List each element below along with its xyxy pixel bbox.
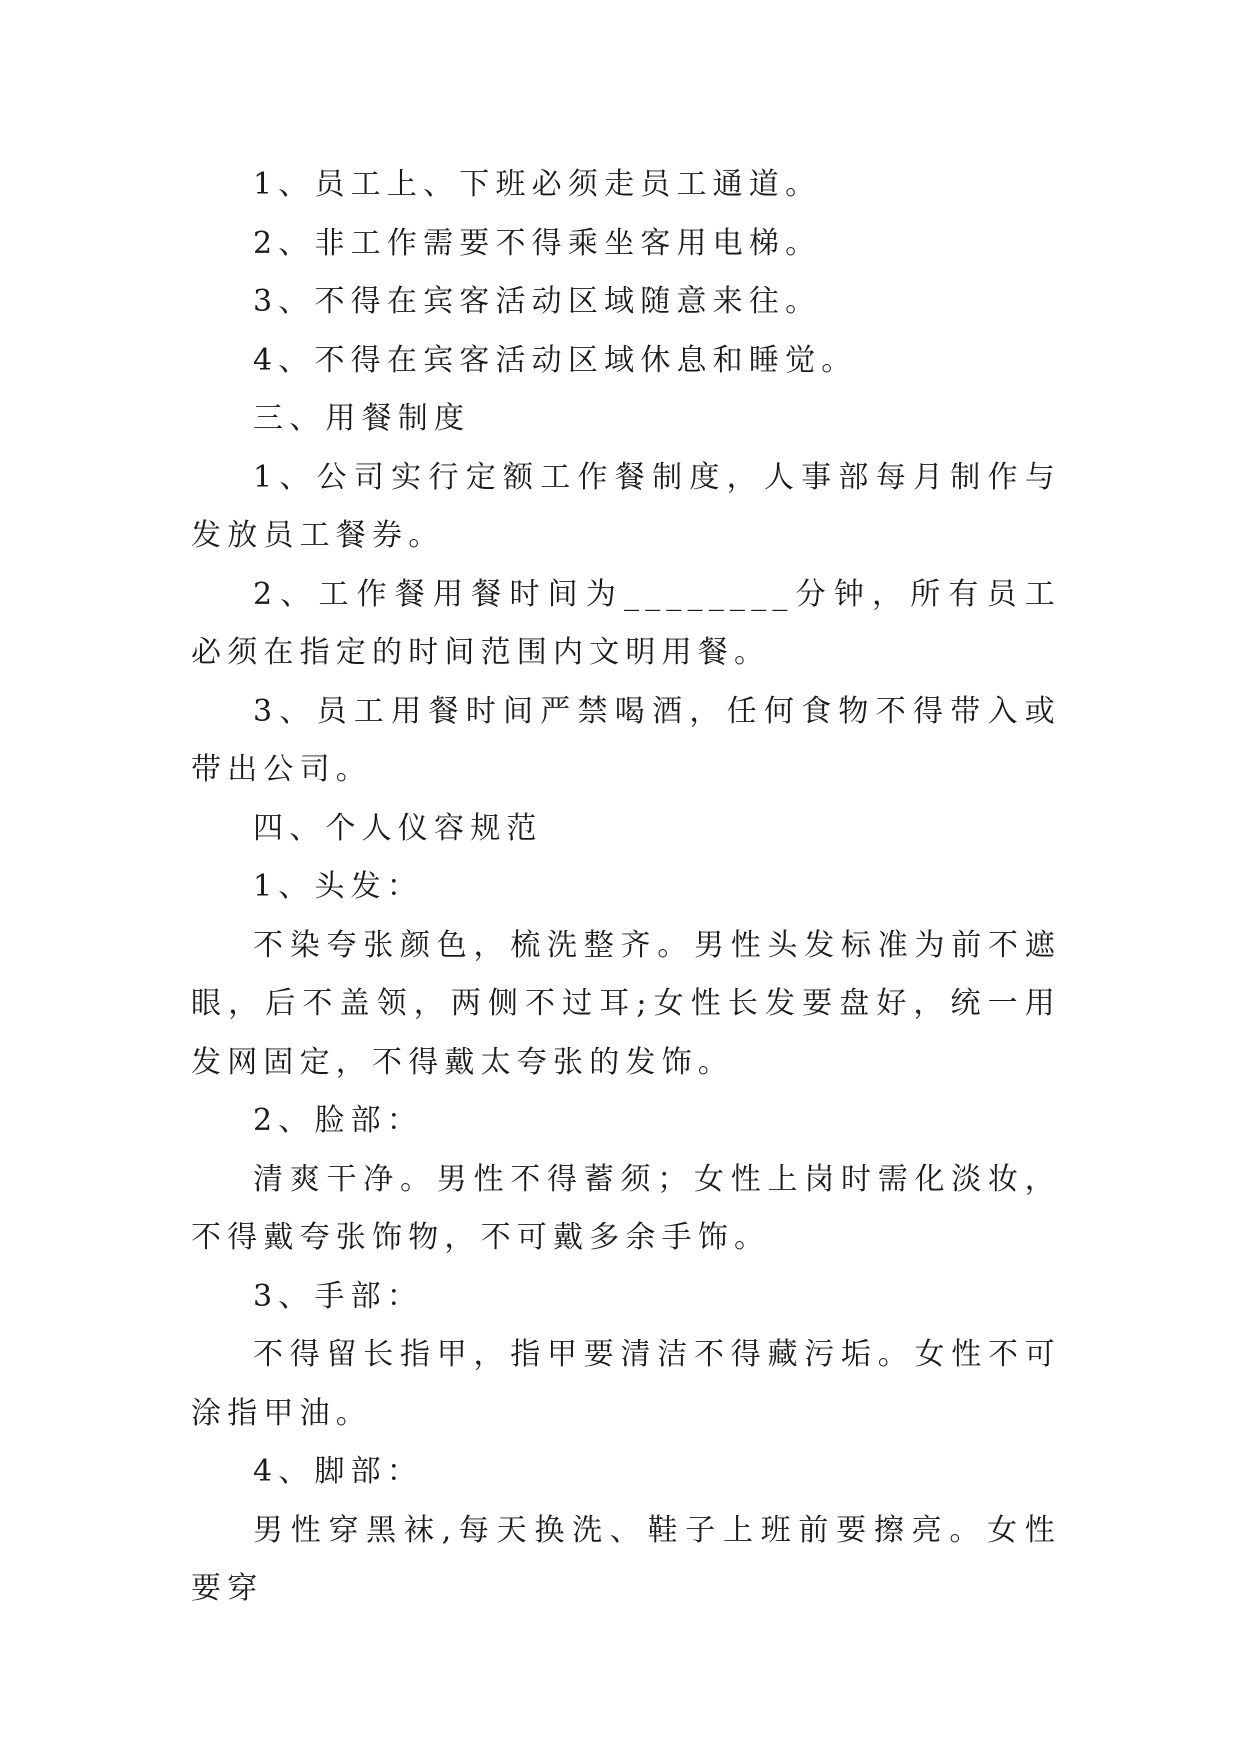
paragraph-face: 清爽干净。男性不得蓄须；女性上岗时需化淡妆，不得戴夸张饰物，不可戴多余手饰。 [191,1161,1061,1255]
paragraph-rule-1: 1、员工上、下班必须走员工通道。 [253,167,822,202]
subheading-feet: 4、脚部： [253,1454,424,1489]
paragraph-rule-3: 3、不得在宾客活动区域随意来往。 [253,284,822,319]
subheading-face: 2、脸部： [253,1103,424,1138]
paragraph-meal-3: 3、员工用餐时间严禁喝酒，任何食物不得带入或带出公司。 [191,693,1061,787]
paragraph-hands: 不得留长指甲，指甲要清洁不得藏污垢。女性不可涂指甲油。 [191,1337,1061,1431]
paragraph-rule-4: 4、不得在宾客活动区域休息和睡觉。 [253,342,858,378]
paragraph-feet: 男性穿黑袜,每天换洗、鞋子上班前要擦亮。女性要穿 [191,1512,1061,1606]
subheading-hands: 3、手部： [253,1278,424,1314]
paragraph-meal-1: 1、公司实行定额工作餐制度，人事部每月制作与发放员工餐券。 [191,459,1061,553]
paragraph-meal-2: 2、工作餐用餐时间为________分钟，所有员工必须在指定的时间范围内文明用餐。 [191,576,1061,670]
paragraph-rule-2: 2、非工作需要不得乘坐客用电梯。 [253,225,822,261]
section-heading-meal-system: 三、用餐制度 [253,401,471,436]
document-page [191,156,1061,1619]
paragraph-hair: 不染夸张颜色，梳洗整齐。男性头发标准为前不遮眼，后不盖领，两侧不过耳;女性长发要盘好，统一用发网固定，不得戴太夸张的发饰。 [191,927,1061,1080]
section-heading-appearance: 四、个人仪容规范 [253,810,543,846]
subheading-hair: 1、头发： [253,869,424,904]
